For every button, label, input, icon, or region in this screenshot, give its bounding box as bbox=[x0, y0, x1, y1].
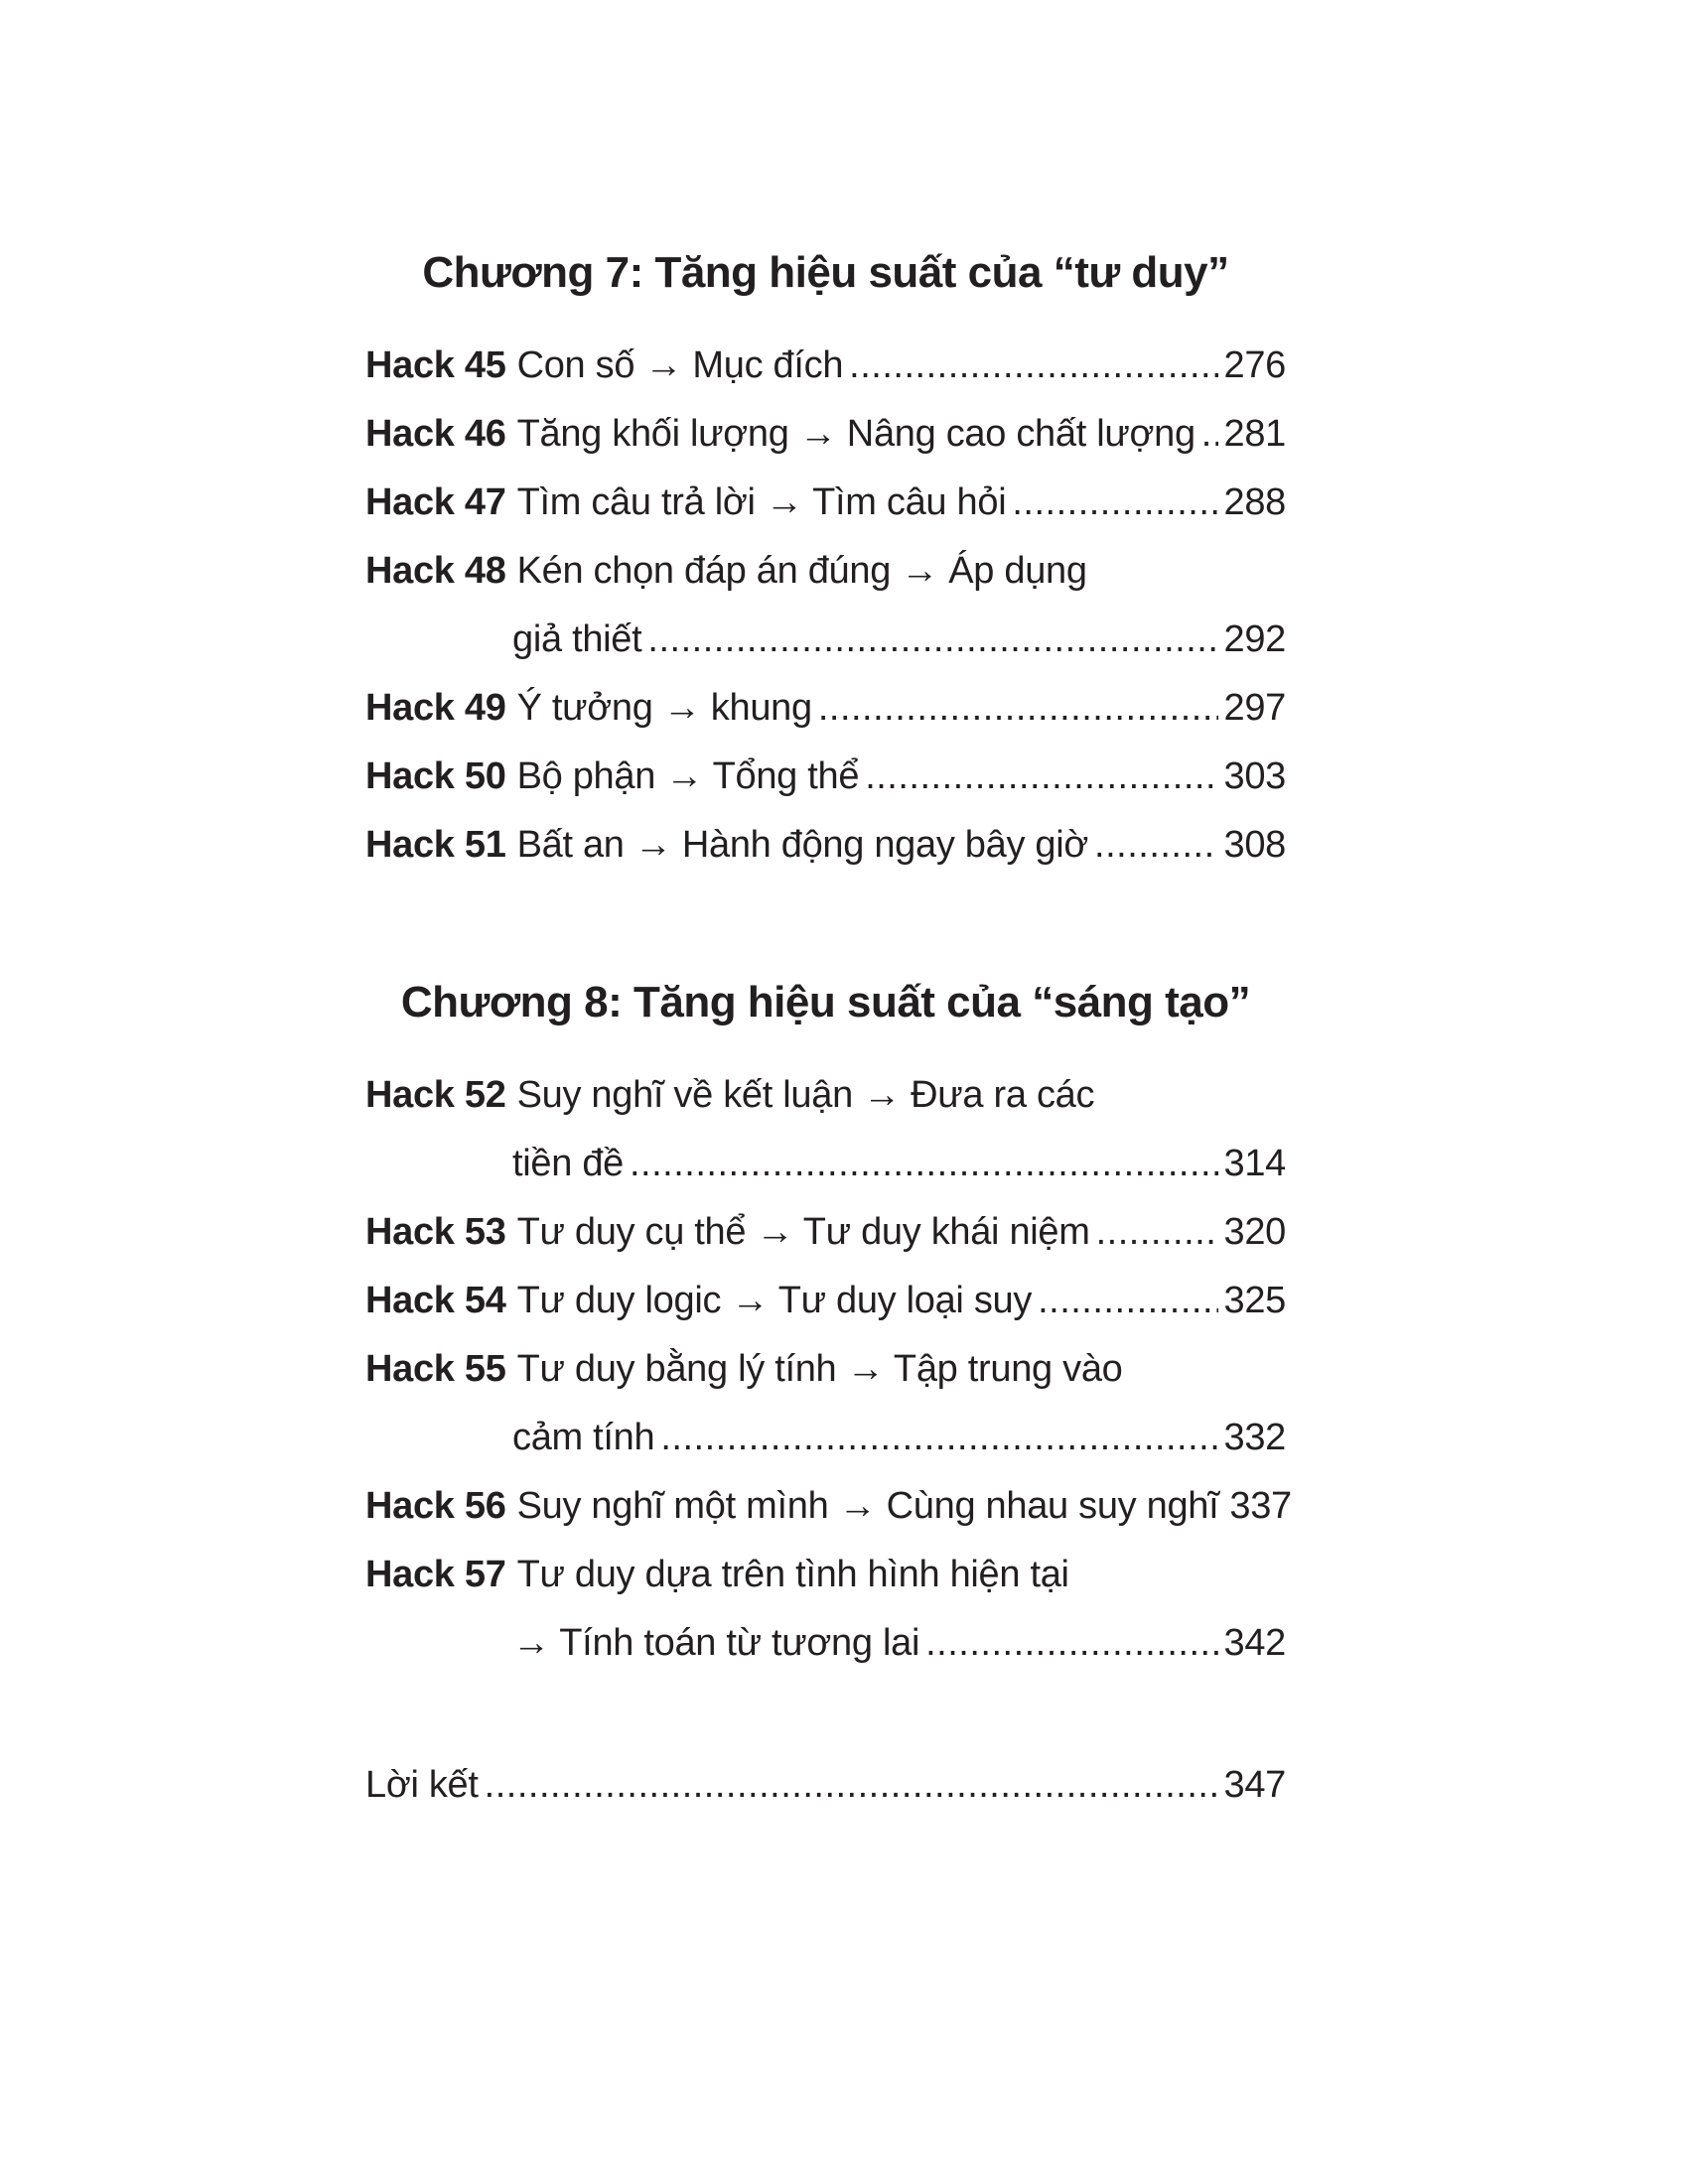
hack-title: Bộ phận → Tổng thể bbox=[516, 755, 860, 797]
dot-leader bbox=[630, 1130, 1218, 1198]
hack-title: Tư duy cụ thể → Tư duy khái niệm bbox=[516, 1211, 1090, 1253]
hack-number: Hack 54 bbox=[365, 1280, 506, 1321]
dot-leader bbox=[925, 1609, 1218, 1678]
dot-leader bbox=[1201, 400, 1219, 469]
toc-entry-hack-57-continuation bbox=[365, 1609, 1286, 1678]
dot-leader bbox=[1038, 1267, 1218, 1335]
chapter-8-toc bbox=[365, 1061, 1292, 1678]
page-number: 342 bbox=[1223, 1622, 1286, 1664]
chapter-8-section bbox=[365, 968, 1292, 1678]
toc-entry-hack-45 bbox=[365, 332, 1286, 400]
conclusion-label: Lời kết bbox=[365, 1764, 479, 1806]
hack-title: Tư duy dựa trên tình hình hiện tại bbox=[516, 1554, 1069, 1595]
hack-number: Hack 47 bbox=[365, 481, 506, 523]
chapter-7-title: Chương 7: Tăng hiệu suất của “tư duy” bbox=[422, 248, 1229, 297]
hack-number: Hack 56 bbox=[365, 1485, 506, 1527]
page-number: 292 bbox=[1223, 618, 1286, 660]
toc-entry-hack-49 bbox=[365, 674, 1286, 743]
hack-title: Bất an → Hành động ngay bây giờ bbox=[516, 824, 1089, 866]
page-number: 276 bbox=[1223, 344, 1286, 386]
hack-number: Hack 52 bbox=[365, 1074, 506, 1116]
dot-leader bbox=[647, 606, 1218, 674]
toc-entry-hack-47 bbox=[365, 469, 1286, 537]
hack-number: Hack 53 bbox=[365, 1211, 506, 1253]
dot-leader bbox=[660, 1404, 1218, 1472]
hack-title-continued: tiền đề bbox=[512, 1143, 624, 1184]
hack-title: Suy nghĩ về kết luận → Đưa ra các bbox=[516, 1074, 1095, 1116]
hack-number: Hack 57 bbox=[365, 1554, 506, 1595]
toc-entry-hack-52-continuation bbox=[365, 1130, 1286, 1198]
toc-entry-hack-53 bbox=[365, 1198, 1286, 1267]
toc-entry-hack-50 bbox=[365, 743, 1286, 811]
page-number: 314 bbox=[1223, 1143, 1286, 1184]
hack-title: Tìm câu trả lời → Tìm câu hỏi bbox=[516, 481, 1007, 523]
dot-leader bbox=[1012, 469, 1218, 537]
dot-leader bbox=[485, 1751, 1219, 1820]
hack-title: Kén chọn đáp án đúng → Áp dụng bbox=[516, 550, 1087, 592]
toc-entry-hack-56 bbox=[365, 1472, 1292, 1541]
hack-title: Tư duy bằng lý tính → Tập trung vào bbox=[516, 1348, 1123, 1390]
page-number: 297 bbox=[1223, 687, 1286, 729]
page-number: 325 bbox=[1223, 1280, 1286, 1321]
page-number: 281 bbox=[1223, 413, 1286, 455]
toc-entry-hack-54 bbox=[365, 1267, 1286, 1335]
hack-title: Suy nghĩ một mình → Cùng nhau suy nghĩ bbox=[516, 1485, 1219, 1527]
chapter-7-toc bbox=[365, 332, 1286, 880]
hack-number: Hack 50 bbox=[365, 755, 506, 797]
toc-entry-hack-57 bbox=[365, 1541, 1286, 1609]
dot-leader bbox=[849, 332, 1218, 400]
hack-number: Hack 45 bbox=[365, 344, 506, 386]
toc-entry-hack-48-continuation bbox=[365, 606, 1286, 674]
page-number: 337 bbox=[1229, 1485, 1292, 1527]
hack-number: Hack 49 bbox=[365, 687, 506, 729]
toc-entry-hack-55-continuation bbox=[365, 1404, 1286, 1472]
page-number: 303 bbox=[1223, 755, 1286, 797]
toc-entry-hack-51 bbox=[365, 811, 1286, 880]
page-number: 320 bbox=[1223, 1211, 1286, 1253]
hack-number: Hack 48 bbox=[365, 550, 506, 592]
hack-title: Con số → Mục đích bbox=[516, 344, 844, 386]
page-number: 332 bbox=[1223, 1417, 1286, 1458]
toc-entry-hack-52 bbox=[365, 1061, 1286, 1130]
hack-number: Hack 46 bbox=[365, 413, 506, 455]
hack-number: Hack 55 bbox=[365, 1348, 506, 1390]
toc-entry-conclusion bbox=[365, 1751, 1286, 1820]
hack-title: Ý tưởng → khung bbox=[516, 687, 812, 729]
hack-number: Hack 51 bbox=[365, 824, 506, 866]
dot-leader bbox=[865, 743, 1218, 811]
hack-title: Tư duy logic → Tư duy loại suy bbox=[516, 1280, 1033, 1321]
chapter-7-section bbox=[365, 238, 1286, 880]
toc-entry-hack-48 bbox=[365, 537, 1286, 606]
page-number: 308 bbox=[1223, 824, 1286, 866]
page-number: 288 bbox=[1223, 481, 1286, 523]
hack-title: Tăng khối lượng → Nâng cao chất lượng bbox=[516, 413, 1196, 455]
hack-title-continued: cảm tính bbox=[512, 1417, 655, 1458]
hack-title-continued: giả thiết bbox=[512, 618, 642, 660]
page-number: 347 bbox=[1223, 1764, 1286, 1806]
dot-leader bbox=[1096, 1198, 1219, 1267]
chapter-8-title: Chương 8: Tăng hiệu suất của “sáng tạo” bbox=[400, 978, 1251, 1026]
dot-leader bbox=[818, 674, 1219, 743]
toc-entry-hack-55 bbox=[365, 1335, 1286, 1404]
dot-leader bbox=[1094, 811, 1218, 880]
hack-title-continued: → Tính toán từ tương lai bbox=[512, 1622, 920, 1664]
toc-entry-hack-46 bbox=[365, 400, 1286, 469]
